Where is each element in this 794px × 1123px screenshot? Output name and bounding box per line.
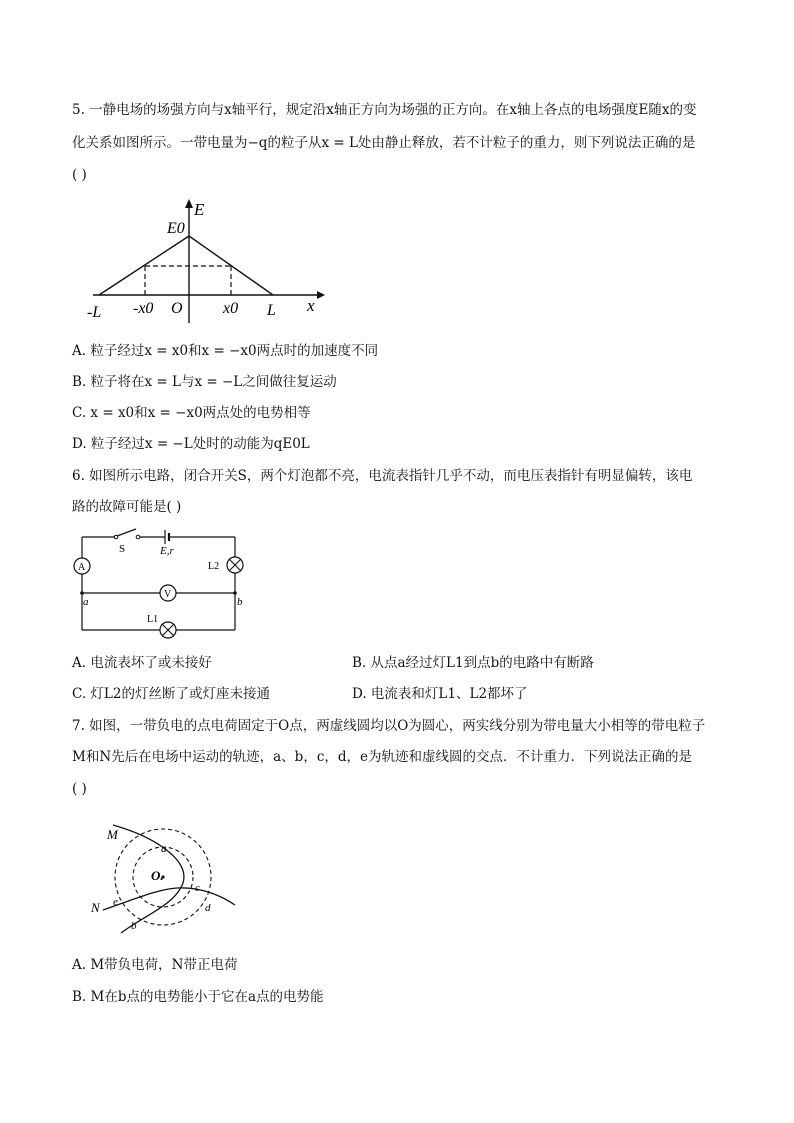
label-S: S (119, 543, 126, 555)
label-Er: E,r (160, 545, 174, 557)
label-x0: x0 (223, 300, 239, 317)
q6-option-d: D. 电流表和灯L1、L2都坏了 (352, 686, 528, 702)
q7-stem-line1: 7. 如图，一带负电的点电荷固定于O点，两虚线圆均以O为圆心，两实线分别为带电量大小相等的带电粒子 (72, 718, 706, 734)
e-axis-arrow (185, 199, 193, 208)
label-L2: L2 (208, 561, 220, 572)
q5-option-a: A. 粒子经过x = x0和x = −x0两点时的加速度不同 (72, 343, 379, 359)
label-b: b (131, 920, 137, 932)
node-a (80, 591, 84, 595)
label-a: a (83, 596, 89, 608)
q7-option-b: B. M在b点的电势能小于它在a点的电势能 (72, 989, 324, 1005)
label-E: E (194, 200, 205, 219)
q7-option-a: A. M带负电荷，N带正电荷 (72, 957, 238, 973)
node-b (233, 591, 237, 595)
q7-answer-paren: ( ) (72, 781, 87, 797)
label-d: d (205, 902, 211, 914)
q5-e-field-graph (85, 195, 335, 330)
label-N: N (91, 900, 100, 915)
q6-option-a: A. 电流表坏了或未接好 (72, 655, 212, 671)
switch-contact (136, 535, 140, 539)
label-x: x (307, 296, 315, 315)
label-a: a (161, 843, 167, 855)
q6-circuit-diagram (70, 525, 255, 640)
q5-option-c: C. x = x0和x = −x0两点处的电势相等 (72, 405, 311, 421)
label-O: O (171, 300, 183, 317)
label-neg-L: -L (87, 304, 102, 321)
label-c: c (195, 882, 200, 894)
q7-stem-line2: M和N先后在电场中运动的轨迹，a、b，c，d，e为轨迹和虚线圆的交点．不计重力．下列说法正确的是 (72, 749, 693, 765)
label-e: e (113, 896, 118, 908)
q5-stem-line1: 5. 一静电场的场强方向与x轴平行，规定沿x轴正方向为场强的正方向。在x轴上各点的电场强度E随x的变 (72, 102, 697, 118)
q5-stem-line2: 化关系如图所示。一带电量为−q的粒子从x = L处由静止释放，若不计粒子的重力，则下列说法正确的是 (72, 135, 696, 151)
q5-option-d: D. 粒子经过x = −L处时的动能为qE0L (72, 436, 310, 452)
q6-stem-line1: 6. 如图所示电路，闭合开关S，两个灯泡都不亮，电流表指针几乎不动，而电压表指针有明显偏转，该电 (72, 468, 693, 484)
label-b: b (237, 596, 243, 608)
trajectory-N (103, 888, 235, 910)
label-M: M (107, 827, 118, 842)
label-E0: E0 (167, 220, 185, 237)
label-L: L (267, 302, 276, 319)
trajectory-M (113, 825, 184, 933)
x-axis-arrow (317, 291, 325, 299)
q5-option-b: B. 粒子将在x = L与x = −L之间做往复运动 (72, 374, 337, 390)
label-O: O. (151, 868, 164, 883)
label-V: V (164, 589, 172, 600)
q6-option-b: B. 从点a经过灯L1到点b的电路中有断路 (352, 655, 594, 671)
label-L1: L1 (147, 614, 159, 625)
switch-blade (117, 529, 136, 536)
q7-trajectory-diagram (85, 815, 250, 940)
label-neg-x0: -x0 (133, 300, 154, 317)
label-A: A (78, 562, 86, 573)
q6-option-c: C. 灯L2的灯丝断了或灯座未接通 (72, 686, 270, 702)
q5-answer-paren: ( ) (72, 167, 87, 183)
q6-stem-line2: 路的故障可能是( ) (72, 499, 182, 515)
